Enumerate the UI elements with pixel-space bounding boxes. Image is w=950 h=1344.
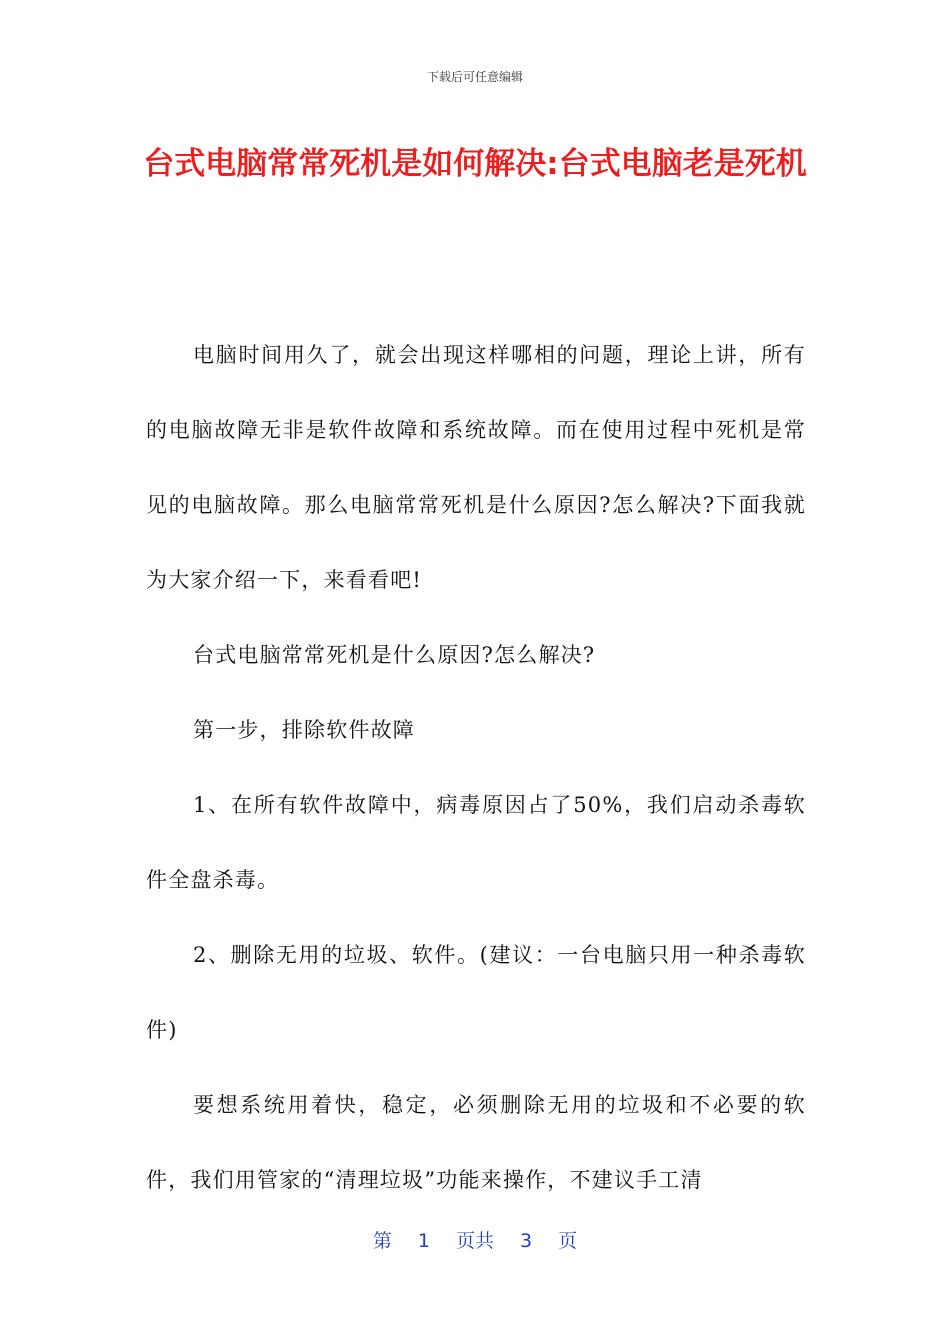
document-body [146,318,806,1218]
paragraph: 第一步，排除软件故障 [193,718,415,742]
footer-current-page: 1 [417,1230,430,1252]
footer-prefix: 第 [372,1230,392,1252]
page-title: 台式电脑常常死机是如何解决:台式电脑老是死机 [143,146,807,182]
footer-middle: 页共 [455,1230,494,1252]
paragraph: 电脑时间用久了，就会出现这样哪相的问题，理论上讲，所有的电脑故障无非是软件故障和系统故障。而在使用过程中死机是常见的电脑故障。那么电脑常常死机是什么原因?怎么解决?下面我就为大家介绍一下，来看看吧! [146,343,806,592]
header-note: 下载后可任意编辑 [426,70,523,84]
page-footer [0,1226,950,1253]
footer-total-pages: 3 [520,1230,533,1252]
paragraph: 1、在所有软件故障中，病毒原因占了50%，我们启动杀毒软件全盘杀毒。 [146,793,806,892]
paragraph: 要想系统用着快，稳定，必须删除无用的垃圾和不必要的软件，我们用管家的“清理垃圾”功能来操作，不建议手工清 [146,1093,806,1192]
footer-suffix: 页 [558,1230,578,1252]
paragraph: 2、删除无用的垃圾、软件。(建议：一台电脑只用一种杀毒软件) [146,943,806,1042]
paragraph: 台式电脑常常死机是什么原因?怎么解决? [193,643,596,667]
